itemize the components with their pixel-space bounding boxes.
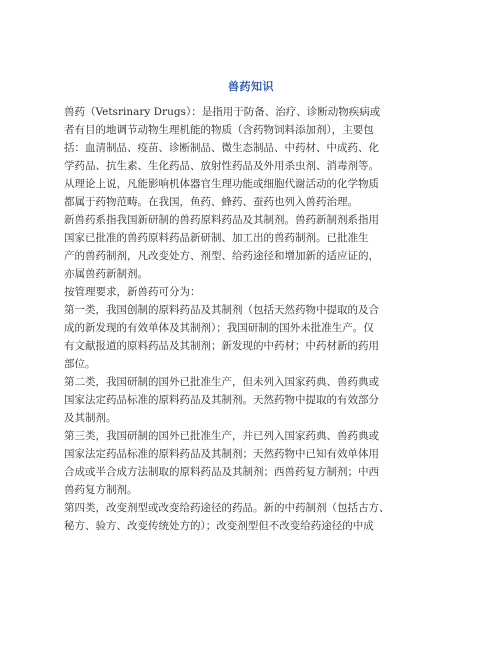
text-line: 第四类，改变剂型或改变给药途径的药品。新的中药制剂（包括古方、	[64, 502, 390, 514]
text-line: 国家已批准的兽药原料药品新研制、加工出的兽药制剂。已批准生	[64, 232, 369, 244]
document-title: 兽药知识	[228, 80, 274, 93]
text-line: 兽药复方制剂。	[64, 484, 138, 496]
text-line: 第一类，我国创制的原料药品及其制剂（包括天然药物中提取的及合	[64, 304, 379, 316]
text-line: 学药品、抗生素、生化药品、放射性药品及外用杀虫剂、消毒剂等。	[64, 160, 379, 172]
document-body	[64, 103, 444, 535]
text-line: 第二类，我国研制的国外已批准生产，但未列入国家药典、兽药典或	[64, 376, 379, 388]
text-line: 及其制剂。	[64, 412, 117, 424]
text-line: 兽药（Vetsrinary Drugs）：是指用于防备、治疗、诊断动物疾病或	[64, 106, 381, 118]
text-line: 产的兽药制剂，凡改变处方、剂型、给药途径和增加新的适应证的，	[64, 250, 379, 262]
text-line: 合成或半合成方法制取的原料药品及其制剂；西兽药复方制剂；中西	[64, 466, 379, 478]
text-line: 国家法定药品标准的原料药品及其制剂；天然药物中已知有效单体用	[64, 448, 379, 460]
text-line: 国家法定药品标准的原料药品及其制剂。天然药物中提取的有效部分	[64, 394, 379, 406]
text-line: 都属于药物范畴。在我国，鱼药、蜂药、蚕药也列入兽药治理。	[64, 196, 358, 208]
text-line: 成的新发现的有效单体及其制剂）；我国研制的国外未批准生产。仅	[64, 322, 374, 334]
text-line: 秘方、验方、改变传统处方的）；改变剂型但不改变给药途径的中成	[64, 520, 374, 532]
text-line: 亦属兽药新制剂。	[64, 268, 148, 280]
text-line: 从理论上说，凡能影响机体器官生理功能或细胞代谢活动的化学物质	[64, 178, 379, 190]
text-line: 有文献报道的原料药品及其制剂；新发现的中药材；中药材新的药用	[64, 340, 379, 352]
text-line: 部位。	[64, 358, 96, 370]
text-line: 者有目的地调节动物生理机能的物质（含药物饲料添加剂），主要包	[64, 124, 374, 136]
text-line: 新兽药系指我国新研制的兽药原料药品及其制剂。兽药新制剂系指用	[64, 214, 379, 226]
text-line: 按管理要求，新兽药可分为：	[64, 286, 201, 298]
text-line: 括：血清制品、疫苗、诊断制品、微生态制品、中药材、中成药、化	[64, 142, 379, 154]
text-line: 第三类，我国研制的国外已批准生产，并已列入国家药典、兽药典或	[64, 430, 379, 442]
